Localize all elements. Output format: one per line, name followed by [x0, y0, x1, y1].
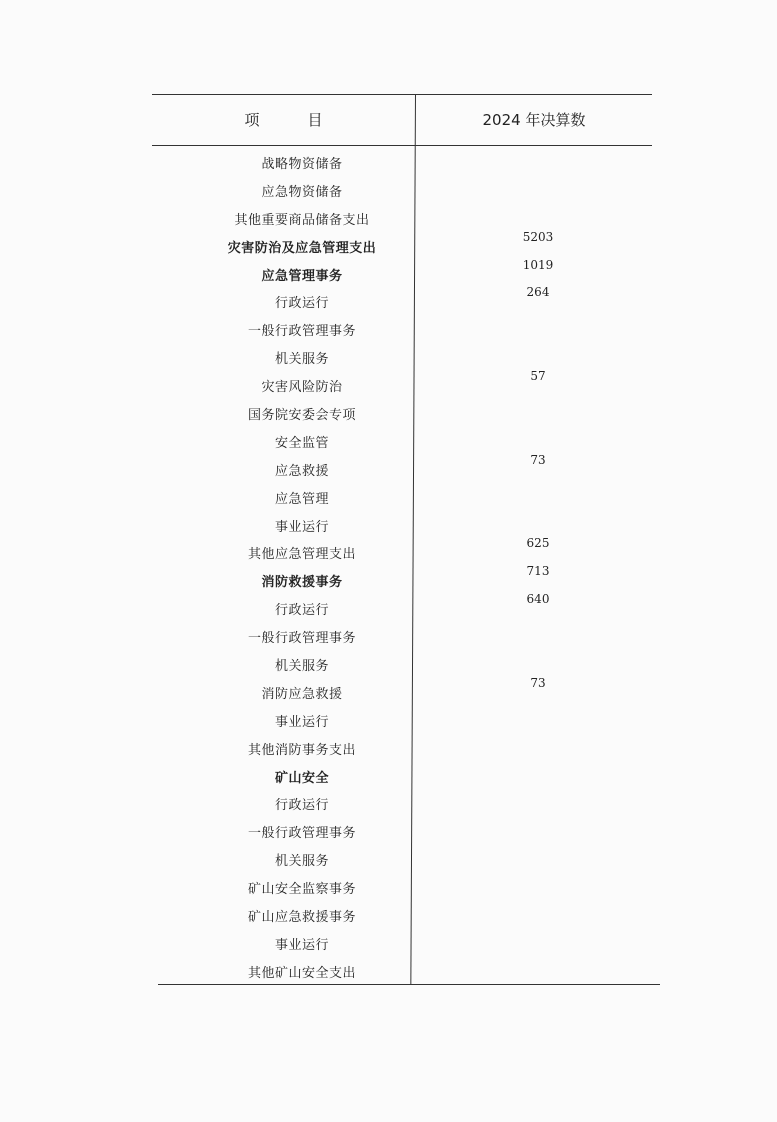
table-row	[152, 815, 652, 843]
table-row	[152, 341, 652, 369]
table-row	[152, 313, 652, 341]
table-row	[152, 704, 652, 732]
table-row	[152, 481, 652, 509]
row-label: 国务院安委会专项	[247, 408, 356, 424]
table-body	[152, 146, 652, 983]
row-label: 其他消防事务支出	[247, 742, 356, 758]
row-label: 应急管理	[274, 491, 329, 507]
table-row	[152, 397, 652, 425]
row-label: 其他重要商品储备支出	[234, 212, 370, 228]
row-label: 一般行政管理事务	[247, 631, 356, 647]
table-row	[152, 760, 652, 788]
row-amount: 5203	[522, 229, 554, 244]
row-amount: 625	[526, 536, 550, 551]
row-label: 矿山安全监察事务	[247, 882, 356, 898]
table-row	[152, 425, 652, 453]
row-label: 一般行政管理事务	[247, 826, 356, 842]
row-label: 事业运行	[274, 937, 329, 953]
row-amount: 713	[526, 564, 550, 579]
table-row	[152, 146, 652, 174]
row-label: 事业运行	[274, 519, 329, 535]
row-label: 机关服务	[274, 854, 329, 870]
row-amount: 73	[530, 452, 546, 467]
table-row	[152, 592, 652, 620]
row-label: 机关服务	[274, 659, 329, 675]
row-label: 灾害防治及应急管理支出	[227, 240, 377, 256]
row-label: 矿山安全	[274, 770, 329, 786]
table-row	[152, 453, 652, 481]
header-item-char-2: 目	[307, 111, 323, 129]
table-row	[152, 787, 652, 815]
row-label: 战略物资储备	[261, 157, 343, 172]
row-label: 消防应急救援	[261, 686, 343, 702]
budget-table	[152, 94, 652, 985]
row-amount: 264	[526, 285, 550, 300]
row-amount: 57	[530, 369, 546, 384]
table-row	[152, 536, 652, 564]
table-row	[152, 871, 652, 899]
table-row	[152, 676, 652, 704]
table-row	[152, 509, 652, 537]
table-row	[152, 927, 652, 955]
row-label: 安全监管	[274, 435, 329, 451]
row-label: 事业运行	[274, 714, 329, 730]
table-row	[152, 174, 652, 202]
table-row	[152, 202, 652, 230]
row-label: 矿山应急救援事务	[247, 910, 356, 926]
row-amount: 73	[530, 675, 546, 690]
row-label: 机关服务	[274, 352, 329, 368]
row-label: 行政运行	[274, 798, 329, 814]
row-label: 消防救援事务	[261, 575, 343, 591]
header-item-column	[152, 94, 415, 145]
row-label: 其他应急管理支出	[247, 547, 356, 563]
table-row	[152, 843, 652, 871]
row-label: 行政运行	[274, 296, 329, 312]
table-bottom-rule	[158, 984, 660, 985]
table-row	[152, 955, 652, 983]
row-label: 应急物资储备	[261, 184, 343, 200]
table-row	[152, 285, 652, 313]
row-label: 其他矿山安全支出	[247, 965, 356, 981]
row-label: 行政运行	[274, 603, 329, 619]
row-amount: 640	[526, 592, 550, 607]
table-row	[152, 258, 652, 286]
header-amount-column: 2024 年决算数	[482, 111, 586, 129]
row-label: 应急救援	[274, 463, 329, 479]
row-label: 一般行政管理事务	[247, 324, 356, 340]
row-amount: 1019	[522, 257, 554, 272]
table-row	[152, 732, 652, 760]
row-label: 灾害风险防治	[261, 380, 343, 396]
header-item-char-1: 项	[244, 111, 260, 129]
table-row	[152, 899, 652, 927]
row-label: 应急管理事务	[261, 268, 343, 284]
table-row	[152, 369, 652, 397]
table-row	[152, 620, 652, 648]
table-row	[152, 648, 652, 676]
table-row	[152, 230, 652, 258]
table-row	[152, 564, 652, 592]
